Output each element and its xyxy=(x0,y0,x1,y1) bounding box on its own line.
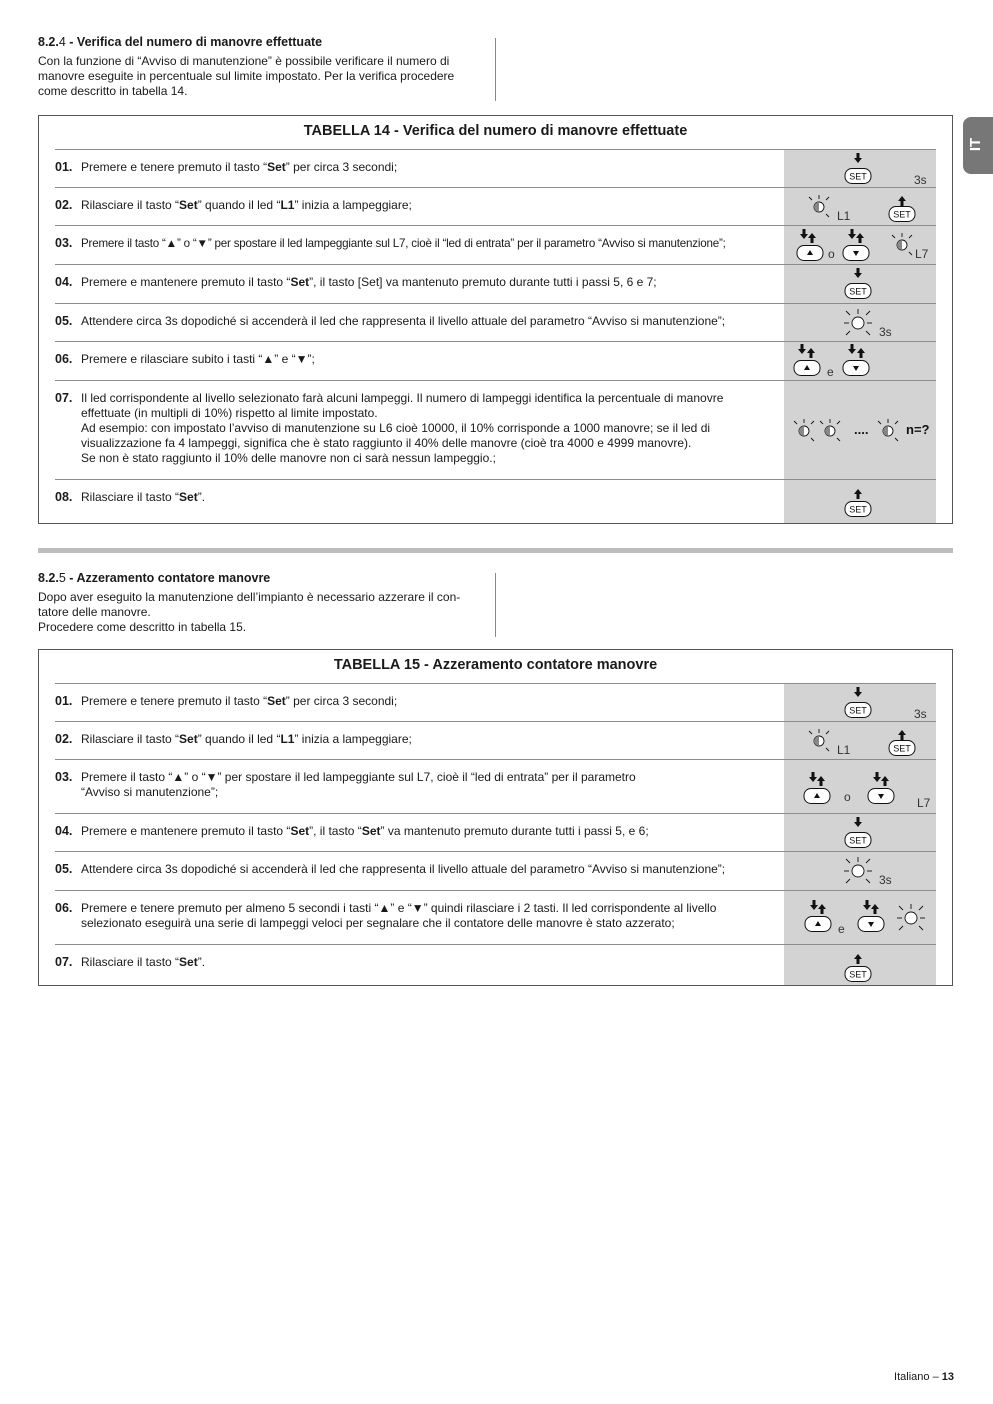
section-8-2-5 xyxy=(38,571,496,635)
step-line: Attendere circa 3s dopodiché si accenderà il led che rappresenta il livello attuale del parametro “Avviso si manutenzione”; xyxy=(81,314,726,328)
table-row xyxy=(55,225,936,264)
figure-svg xyxy=(784,342,936,380)
step-figure xyxy=(784,684,936,721)
language-tab-label: IT xyxy=(967,137,985,152)
table-row xyxy=(55,759,936,813)
step-line: Rilasciare il tasto “Set”. xyxy=(81,490,206,504)
step-number: 03. xyxy=(55,236,73,250)
figure-svg xyxy=(784,304,936,341)
table-row xyxy=(55,380,936,479)
figure-svg xyxy=(784,945,936,985)
table-row xyxy=(55,890,936,944)
table-title: TABELLA 15 - Azzeramento contatore manovre xyxy=(333,657,658,673)
figure-svg xyxy=(784,188,936,225)
figure-svg xyxy=(784,265,936,303)
step-number: 02. xyxy=(55,732,73,746)
section-title: - Verifica del numero di manovre effettuate xyxy=(65,35,323,49)
step-text xyxy=(55,732,783,747)
table-15 xyxy=(38,649,953,986)
paragraph-line: Con la funzione di “Avviso di manutenzione” è possibile verificare il numero di xyxy=(38,54,450,68)
footer-language: Italiano – xyxy=(894,1371,942,1383)
section-title: - Azzeramento contatore manovre xyxy=(65,571,271,585)
section-number: 8.2. xyxy=(38,35,59,49)
step-number: 05. xyxy=(55,862,73,876)
step-text xyxy=(55,955,783,970)
step-text xyxy=(55,862,783,877)
figure-svg xyxy=(784,722,936,759)
step-figure xyxy=(784,265,936,303)
table-14 xyxy=(38,115,953,524)
paragraph-line: manovre eseguite in percentuale sul limite impostato. Per la verifica procedere xyxy=(38,69,455,83)
step-text xyxy=(55,824,783,839)
step-number: 06. xyxy=(55,352,73,366)
section-separator xyxy=(38,548,953,553)
section-heading xyxy=(38,571,496,585)
table-row xyxy=(55,944,936,985)
language-tab xyxy=(963,117,993,174)
table-row xyxy=(55,303,936,341)
figure-svg xyxy=(784,150,936,187)
step-number: 07. xyxy=(55,955,73,969)
paragraph-line: come descritto in tabella 14. xyxy=(38,84,188,98)
step-figure xyxy=(784,150,936,187)
step-line: selezionato eseguirà una serie di lampeggi veloci per segnalare che il contatore delle manovre è stato azzerato; xyxy=(81,916,675,930)
figure-svg xyxy=(784,684,936,721)
step-text xyxy=(55,275,783,290)
step-number: 01. xyxy=(55,160,73,174)
column-divider xyxy=(495,38,496,101)
step-line: Premere e rilasciare subito i tasti “▲” e “▼”; xyxy=(81,352,315,366)
step-figure xyxy=(784,226,936,264)
table-row xyxy=(55,479,936,523)
page-number: 13 xyxy=(941,1371,954,1383)
figure-svg xyxy=(784,381,936,479)
step-figure xyxy=(784,381,936,479)
paragraph-line: Dopo aver eseguito la manutenzione dell’impianto è necessario azzerare il con- xyxy=(38,590,461,604)
table-row xyxy=(55,341,936,380)
paragraph-line: tatore delle manovre. xyxy=(38,605,151,619)
step-line: Il led corrispondente al livello selezionato farà alcuni lampeggi. Il numero di lampeggi identifica la percentuale di manovre xyxy=(81,391,724,405)
step-text xyxy=(55,901,783,931)
step-line: Premere il tasto “▲” o “▼” per spostare il led lampeggiante sul L7, cioè il “led di entrata” per il parametro xyxy=(81,770,636,784)
step-text xyxy=(55,198,783,213)
section-subnumber: 4 xyxy=(58,35,66,49)
step-figure xyxy=(784,891,936,944)
table-row xyxy=(55,187,936,225)
step-line: Premere il tasto “▲” o “▼” per spostare il led lampeggiante sul L7, cioè il “led di entrata” per il parametro “Avviso si manutenzione”; xyxy=(81,237,726,250)
table-row xyxy=(55,264,936,303)
step-line: effettuate (in multipli di 10%) rispetto al limite impostato. xyxy=(81,406,378,420)
step-text xyxy=(55,490,783,505)
table-row xyxy=(55,721,936,759)
step-line: Premere e mantenere premuto il tasto “Set”, il tasto [Set] va mantenuto premuto durante tutti i passi 5, 6 e 7; xyxy=(81,275,657,289)
step-number: 04. xyxy=(55,824,73,838)
step-number: 07. xyxy=(55,391,73,405)
step-text xyxy=(55,694,783,709)
step-text xyxy=(55,352,783,367)
figure-svg xyxy=(784,814,936,851)
step-figure xyxy=(784,342,936,380)
step-figure xyxy=(784,188,936,225)
table-rows xyxy=(55,149,936,523)
section-subnumber: 5 xyxy=(58,571,66,585)
step-line: “Avviso si manutenzione”; xyxy=(81,785,219,799)
section-heading xyxy=(38,35,496,49)
step-number: 03. xyxy=(55,770,73,784)
step-number: 05. xyxy=(55,314,73,328)
figure-svg xyxy=(784,852,936,890)
step-line: Premere e tenere premuto il tasto “Set” per circa 3 secondi; xyxy=(81,694,398,708)
step-number: 08. xyxy=(55,490,73,504)
table-row xyxy=(55,813,936,851)
step-figure xyxy=(784,945,936,985)
table-row xyxy=(55,851,936,890)
section-number: 8.2. xyxy=(38,571,59,585)
step-text xyxy=(55,770,783,800)
step-text xyxy=(55,391,783,466)
paragraph-line: Procedere come descritto in tabella 15. xyxy=(38,620,247,634)
page-footer xyxy=(894,1371,954,1383)
step-text xyxy=(55,160,783,175)
step-figure xyxy=(784,722,936,759)
step-line: Premere e mantenere premuto il tasto “Set”, il tasto “Set” va mantenuto premuto durante tutti i passi 5, e 6; xyxy=(81,824,649,838)
figure-svg xyxy=(784,760,936,813)
step-line: Rilasciare il tasto “Set”. xyxy=(81,955,206,969)
step-figure xyxy=(784,852,936,890)
step-figure xyxy=(784,480,936,523)
column-divider xyxy=(495,573,496,637)
figure-svg xyxy=(784,480,936,523)
step-text xyxy=(55,236,783,251)
section-8-2-4 xyxy=(38,35,496,99)
section-paragraph xyxy=(38,54,496,99)
step-number: 01. xyxy=(55,694,73,708)
step-line: Premere e tenere premuto per almeno 5 secondi i tasti “▲” e “▼” quindi rilasciare i 2 tasti. Il led corrispondente al livello xyxy=(81,901,717,915)
step-line: Rilasciare il tasto “Set” quando il led “L1” inizia a lampeggiare; xyxy=(81,198,412,212)
table-rows xyxy=(55,683,936,985)
figure-svg xyxy=(784,226,936,264)
table-row xyxy=(55,683,936,721)
step-line: Premere e tenere premuto il tasto “Set” per circa 3 secondi; xyxy=(81,160,398,174)
step-line: Se non è stato raggiunto il 10% delle manovre non ci sarà nessun lampeggio.; xyxy=(81,451,496,465)
table-row xyxy=(55,149,936,187)
step-line: Rilasciare il tasto “Set” quando il led “L1” inizia a lampeggiare; xyxy=(81,732,412,746)
step-line: Ad esempio: con impostato l’avviso di manutenzione su L6 cioè 10000, il 10% corrisponde a 1000 manovre; se il led di xyxy=(81,421,711,435)
table-title: TABELLA 14 - Verifica del numero di manovre effettuate xyxy=(303,123,688,139)
step-number: 06. xyxy=(55,901,73,915)
step-figure xyxy=(784,814,936,851)
step-text xyxy=(55,314,783,329)
figure-svg xyxy=(784,891,936,944)
section-paragraph xyxy=(38,590,496,635)
step-figure xyxy=(784,760,936,813)
step-line: visualizzazione fa 4 lampeggi, significa che è stato raggiunto il 40% delle manovre (cioè tra 4000 e 4999 manovre). xyxy=(81,436,692,450)
step-number: 02. xyxy=(55,198,73,212)
step-number: 04. xyxy=(55,275,73,289)
step-line: Attendere circa 3s dopodiché si accenderà il led che rappresenta il livello attuale del parametro “Avviso si manutenzione”; xyxy=(81,862,726,876)
step-figure xyxy=(784,304,936,341)
